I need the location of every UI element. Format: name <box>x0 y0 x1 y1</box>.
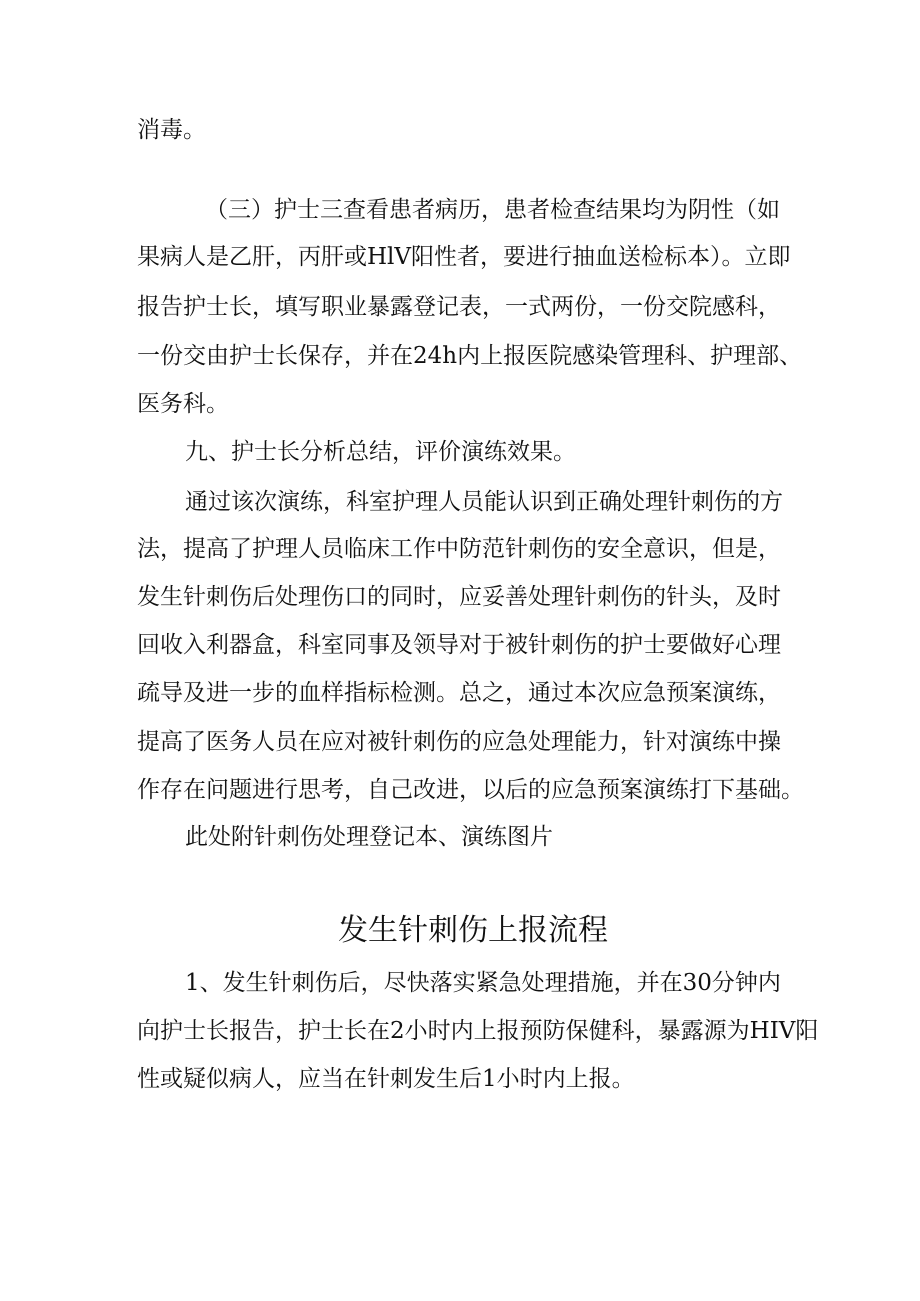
text-line-4: 报告护士长，填写职业暴露登记表，一式两份，一份交院感科， <box>137 294 781 320</box>
text-line-8: 通过该次演练，科室护理人员能认识到正确处理针刺伤的方 <box>185 489 783 515</box>
text-line-15: 此处附针刺伤处理登记本、演练图片 <box>185 824 553 850</box>
text-line-7: 九、护士长分析总结，评价演练效果。 <box>185 439 576 465</box>
report-line-2: 向护士长报告，护士长在2小时内上报预防保健科，暴露源为HIV阳 <box>137 1018 819 1044</box>
section-title: 发生针刺伤上报流程 <box>338 913 608 948</box>
text-line-10: 发生针刺伤后处理伤口的同时，应妥善处理针刺伤的针头，及时 <box>137 584 781 610</box>
text-line-1: 消毒。 <box>137 117 206 143</box>
text-line-2: （三）护士三查看患者病历，患者检查结果均为阴性（如 <box>205 197 780 223</box>
text-line-13: 提高了医务人员在应对被针刺伤的应急处理能力，针对演练中操 <box>137 729 781 755</box>
text-line-3: 果病人是乙肝，丙肝或HlV阳性者，要进行抽血送检标本）。立即 <box>137 244 791 270</box>
report-line-3: 性或疑似病人，应当在针刺发生后1小时内上报。 <box>137 1066 635 1092</box>
text-line-11: 回收入利器盒，科室同事及领导对于被针刺伤的护士要做好心理 <box>137 632 781 658</box>
text-line-9: 法，提高了护理人员临床工作中防范针刺伤的安全意识，但是， <box>137 536 781 562</box>
text-line-5: 一份交由护士长保存，并在24h内上报医院感染管理科、护理部、 <box>137 343 803 369</box>
report-line-1: 1、发生针刺伤后，尽快落实紧急处理措施，并在30分钟内 <box>185 970 781 996</box>
text-line-14: 作存在问题进行思考，自己改进，以后的应急预案演练打下基础。 <box>137 777 804 803</box>
text-line-6: 医务科。 <box>137 391 229 417</box>
text-line-12: 疏导及进一步的血样指标检测。总之，通过本次应急预案演练， <box>137 680 781 706</box>
